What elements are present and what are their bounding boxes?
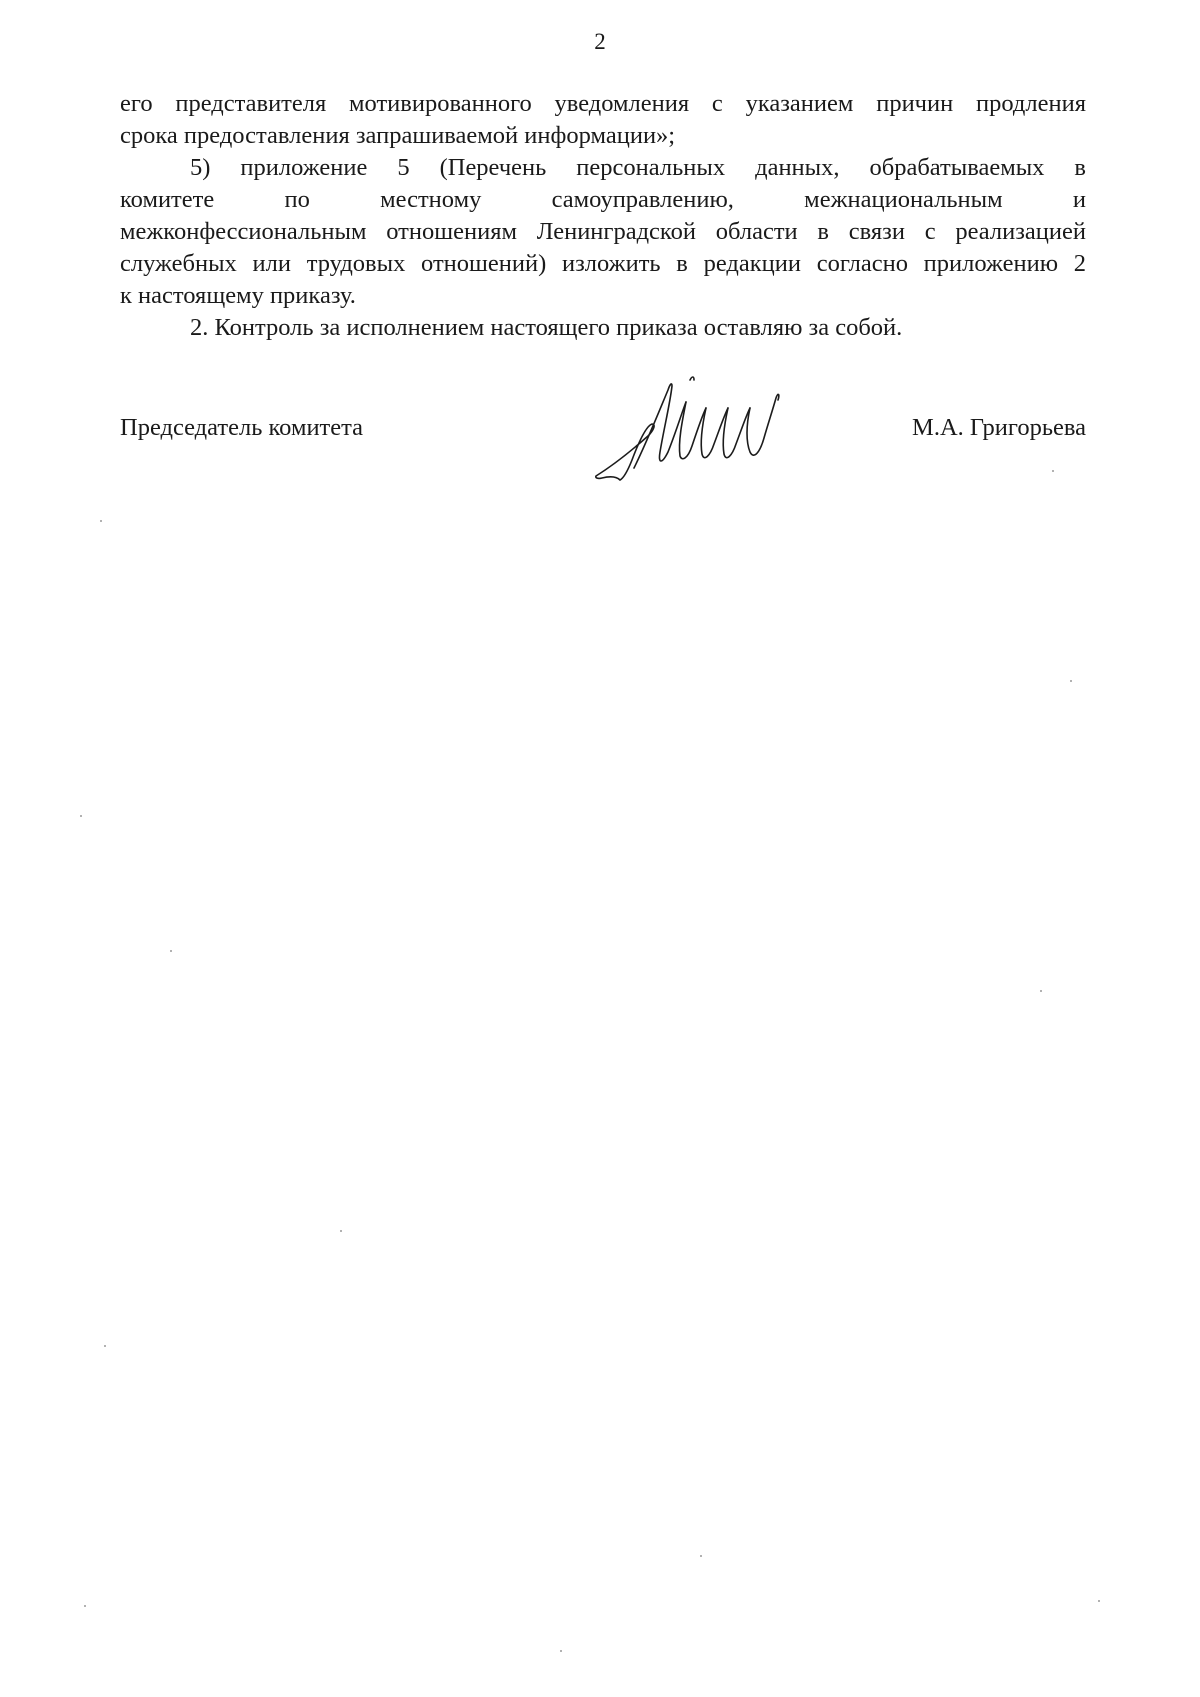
scan-speck (1052, 470, 1054, 472)
scan-speck (560, 1650, 562, 1652)
document-body (120, 88, 1086, 344)
text-line: 5) приложение 5 (Перечень персональных данных, обрабатываемых в (190, 154, 1086, 181)
paragraph-control-clause (120, 312, 1086, 344)
scan-speck (100, 520, 102, 522)
text-line: 2. Контроль за исполнением настоящего приказа оставляю за собой. (190, 314, 903, 341)
page-number: 2 (594, 29, 606, 54)
signatory-name: М.А. Григорьева (912, 414, 1086, 441)
paragraph-item-5 (120, 152, 1086, 312)
scan-speck (1070, 680, 1072, 682)
scan-speck (170, 950, 172, 952)
scan-speck (104, 1345, 106, 1347)
text-line: комитете по местному самоуправлению, межнациональным и (120, 186, 1086, 213)
text-line: его представителя мотивированного уведомления с указанием причин продления (120, 90, 1086, 117)
text-line: служебных или трудовых отношений) изложить в редакции согласно приложению 2 (120, 250, 1086, 277)
text-line: межконфессиональным отношениям Ленинградской области в связи с реализацией (120, 218, 1086, 245)
scan-speck (700, 1555, 702, 1557)
signatory-position: Председатель комитета (120, 414, 364, 441)
signature-block (120, 378, 1086, 498)
handwritten-signature (590, 372, 820, 502)
scan-speck (1040, 990, 1042, 992)
scan-speck (1098, 1600, 1100, 1602)
paragraph-continuation (120, 88, 1086, 152)
text-line: к настоящему приказу. (120, 282, 356, 309)
scan-speck (340, 1230, 342, 1232)
scan-speck (84, 1605, 86, 1607)
scan-speck (80, 815, 82, 817)
text-line: срока предоставления запрашиваемой информации»; (120, 122, 676, 149)
